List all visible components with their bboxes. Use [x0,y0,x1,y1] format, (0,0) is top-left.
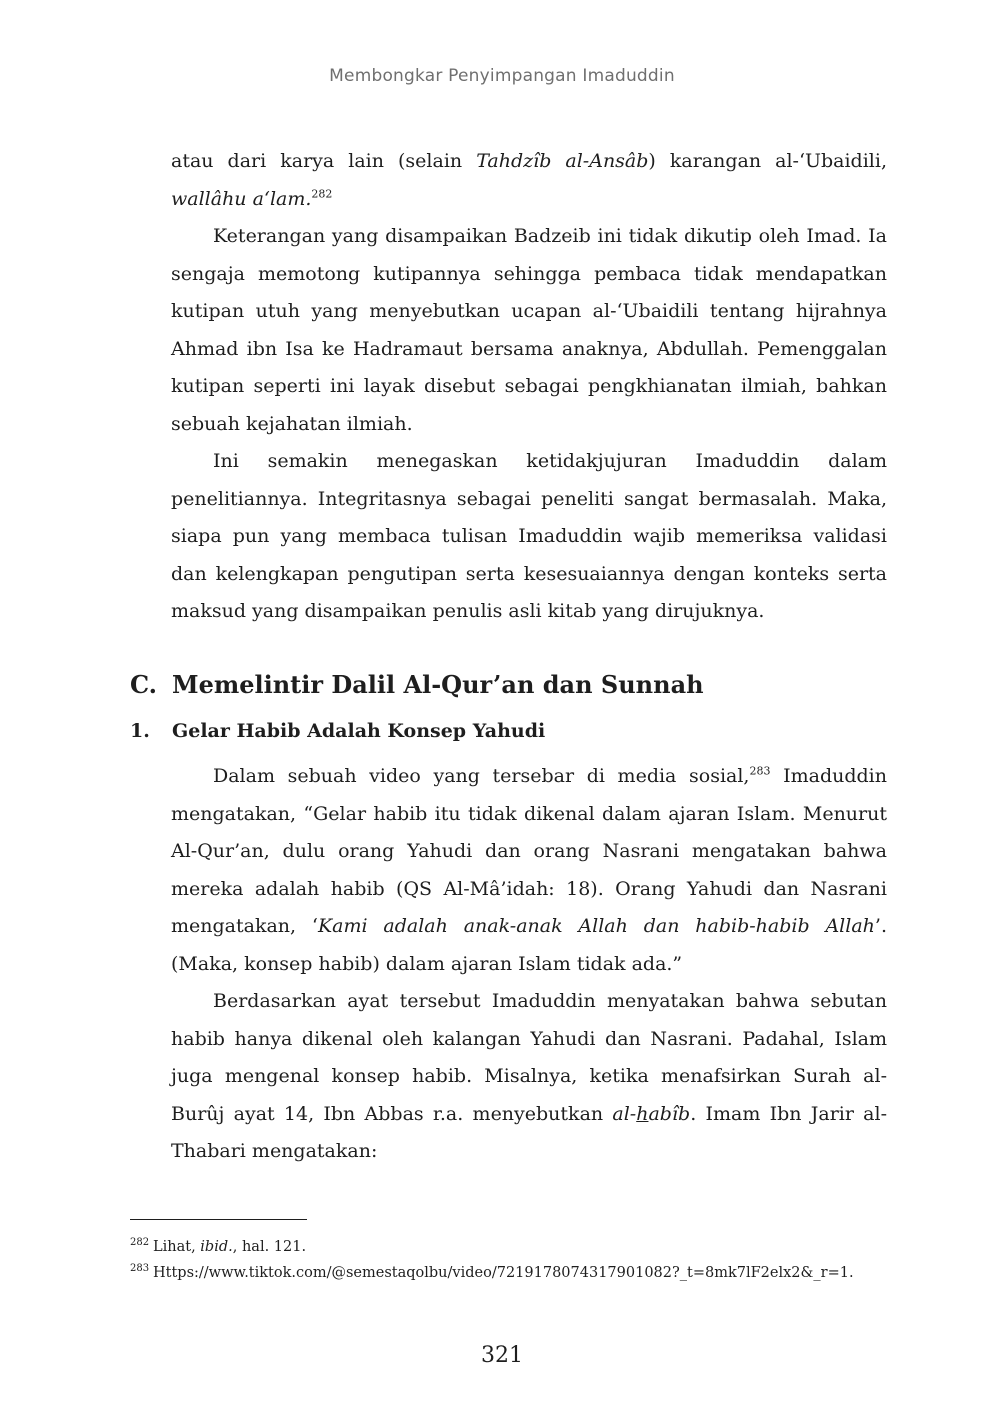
text-run: , hal. 121. [232,1239,307,1255]
footnotes [130,1234,900,1286]
text-run: Lihat, [153,1239,201,1255]
body-text-bottom [171,758,887,1171]
text-run: ) karangan al-‘Ubaidili, [648,150,887,172]
body-text-top [171,143,887,631]
footnote-reference-283[interactable]: 283 [749,764,771,778]
subsection-number: 1. [130,720,150,742]
section-letter: C. [130,670,158,699]
footnote-link[interactable]: Https://www.tiktok.com/@semestaqolbu/video/7219178074317901082?_t=8mk7lF2elx2&_r=1. [153,1265,854,1281]
italic-term [612,1103,690,1125]
text-run: . Imam Ibn Jarir al-Thabari mengatakan: [171,1102,888,1162]
subsection-title: Gelar Habib Adalah Konsep Yahudi [172,720,546,742]
paragraph-2: Keterangan yang disampaikan Badzeib ini tidak dikutip oleh Imad. Ia sengaja memotong kutipannya sehingga pembaca tidak mendapatkan kutipan utuh yang menyebutkan ucapan al-‘Ubaidili tentang hijrahnya Ahmad ibn Isa ke Hadramaut bersama anaknya, Abdullah. Pemenggalan kutipan seperti ini layak disebut sebagai pengkhianatan ilmiah, bahkan sebuah kejahatan ilmiah. [171,225,887,435]
page-number: 321 [481,1343,523,1368]
text-run: ’. (Maka, konsep habib) dalam ajaran Islam tidak ada.” [171,915,887,975]
italic-title: Tahdzîb al-Ansâb [476,150,649,172]
subsection-heading [130,720,545,742]
section-title: Memelintir Dalil Al-Qur’an dan Sunnah [172,670,704,699]
italic-phrase: wallâhu a‘lam. [171,187,312,210]
text-run: al- [612,1102,637,1125]
italic-abbrev: ibid. [200,1239,233,1255]
text-run: Imaduddin mengatakan, “Gelar habib itu tidak dikenal dalam ajaran Islam. Menurut Al-Qur’an, dulu orang Yahudi dan orang Nasrani mengatakan bahwa mereka adalah habib (QS Al-Mâ’idah: 18). Orang Yahudi dan Nasrani mengatakan, ‘ [171,765,887,937]
text-run: abîb [648,1102,691,1125]
text-run: atau dari karya lain (selain [171,150,477,172]
text-run: Berdasarkan ayat tersebut Imaduddin menyatakan bahwa sebutan habib hanya dikenal oleh kalangan Yahudi dan Nasrani. Padahal, Islam juga mengenal konsep habib. Misalnya, ketika menafsirkan Surah al-Burûj ayat 14, Ibn Abbas r.a. menyebutkan [171,990,887,1125]
footnote-divider [130,1219,307,1220]
paragraph-5 [171,983,887,1171]
paragraph-1 [171,143,887,218]
italic-quote: Kami adalah anak-anak Allah dan habib-habib Allah [317,915,875,937]
paragraph-4 [171,758,887,983]
footnote-282: 282 Lihat, ibid., hal. 121. [130,1237,307,1255]
underlined-letter: h [636,1102,649,1125]
section-heading [130,670,704,699]
footnote-reference-282[interactable]: 282 [311,187,333,201]
text-run: Dalam sebuah video yang tersebar di media sosial, [213,765,750,787]
running-header: Membongkar Penyimpangan Imaduddin [329,66,675,86]
footnote-283: 283 Https://www.tiktok.com/@semestaqolbu/video/7219178074317901082?_t=8mk7lF2elx2&_r=1. [130,1263,854,1281]
paragraph-3: Ini semakin menegaskan ketidakjujuran Imaduddin dalam penelitiannya. Integritasnya sebagai peneliti sangat bermasalah. Maka, siapa pun yang membaca tulisan Imaduddin wajib memeriksa validasi dan kelengkapan pengutipan serta kesesuaiannya dengan konteks serta maksud yang disampaikan penulis asli kitab yang dirujuknya. [171,450,887,622]
